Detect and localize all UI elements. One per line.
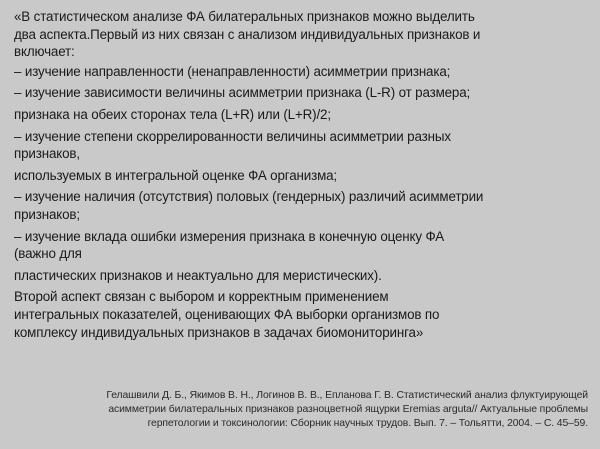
- quote-line: – изучение вклада ошибки измерения признака в конечную оценку ФА: [14, 228, 445, 244]
- quote-line: – изучение степени скоррелированности величины асимметрии разных: [14, 128, 451, 144]
- quote-line: – изучение зависимости величины асимметрии признака (L-R) от размера;: [14, 85, 471, 101]
- quote-line: интегральных показателей, оценивающих ФА выборки организмов по: [14, 306, 440, 322]
- quote-line: два аспекта.Первый из них связан с анализом индивидуальных признаков и: [14, 26, 481, 42]
- quote-line: «В статистическом анализе ФА билатеральных признаков можно выделить: [14, 9, 475, 24]
- citation-line: герпетологии и токсинологии: Сборник научных трудов. Вып. 7. – Тольятти, 2004. – С. 45–59.: [147, 418, 588, 429]
- citation-line: асимметрии билатеральных признаков разноцветной ящурки Eremias arguta// Актуальные проблемы: [108, 404, 588, 415]
- citation-block: [28, 389, 588, 431]
- quote-line: Второй аспект связан с выбором и корректным применением: [14, 289, 389, 305]
- quote-line: признака на обеих сторонах тела (L+R) или (L+R)/2;: [14, 106, 331, 122]
- quote-line: используемых в интегральной оценке ФА организма;: [14, 167, 337, 183]
- quote-line: комплексу индивидуальных признаков в задачах биомониторинга»: [14, 324, 424, 340]
- quote-line: признаков,: [14, 146, 80, 162]
- quote-block: [14, 8, 594, 341]
- quote-line: (важно для: [14, 246, 82, 262]
- quote-line: – изучение направленности (ненаправленности) асимметрии признака;: [14, 63, 451, 79]
- citation-line: Гелашвили Д. Б., Якимов В. Н., Логинов В. В., Епланова Г. В. Статистический анализ флуктуирующей: [106, 390, 588, 401]
- quote-line: включает:: [14, 44, 75, 60]
- quote-line: пластических признаков и неактуально для меристических).: [14, 267, 382, 283]
- quote-line: признаков;: [14, 206, 80, 222]
- quote-line: – изучение наличия (отсутствия) половых (гендерных) различий асимметрии: [14, 189, 484, 205]
